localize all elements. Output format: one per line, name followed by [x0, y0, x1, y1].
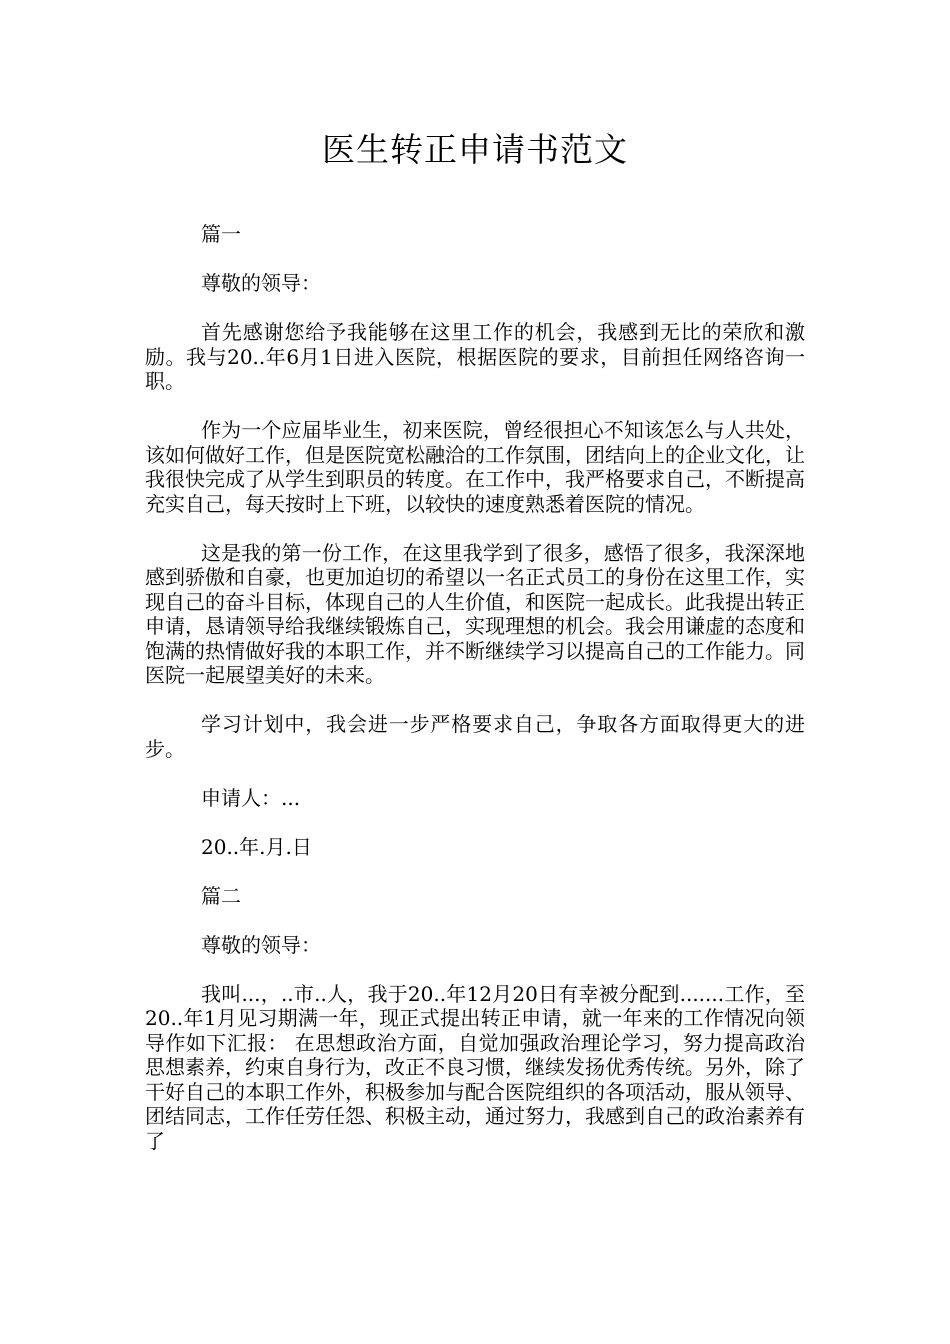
signature-line: 申请人：...	[201, 785, 301, 810]
body-paragraph: 学习计划中，我会进一步严格要求自己，争取各方面取得更大的进步。	[145, 712, 805, 761]
body-paragraph: 作为一个应届毕业生，初来医院，曾经很担心不知该怎么与人共处，该如何做好工作，但是医院宽松融洽的工作氛围，团结向上的企业文化，让我很快完成了从学生到职员的转度。在工作中，我严格要求自己，不断提高充实自己，每天按时上下班，以较快的速度熟悉着医院的情况。	[145, 418, 805, 516]
salutation-1: 尊敬的领导：	[201, 271, 321, 295]
section-heading-1: 篇一	[201, 222, 241, 246]
salutation-2: 尊敬的领导：	[201, 932, 321, 957]
body-paragraph: 首先感谢您给予我能够在这里工作的机会，我感到无比的荣欣和激励。我与20..年6月1日进入医院，根据医院的要求，目前担任网络咨询一职。	[145, 320, 805, 393]
date-line: 20..年.月.日	[201, 834, 312, 859]
document-title: 医生转正申请书范文	[322, 130, 628, 169]
section-heading-2: 篇二	[201, 883, 241, 908]
body-paragraph: 我叫...，..市..人，我于20..年12月20日有幸被分配到.......工作，至20..年1月见习期满一年，现正式提出转正申请，就一年来的工作情况向领导作如下汇报： 在思想政治方面，自觉加强政治理论学习，努力提高政治思想素养，约束自身行为，改正不良习惯，继续发扬优秀传统。另外，除了干好自己的本职工作外，积极参加与配合医院组织的各项活动，服从领导、团结同志，工作任劳任怨、积极主动，通过努力，我感到自己的政治素养有了	[145, 981, 805, 1153]
document-body	[145, 222, 805, 1178]
body-paragraph: 这是我的第一份工作，在这里我学到了很多，感悟了很多，我深深地感到骄傲和自豪，也更加迫切的希望以一名正式员工的身份在这里工作，实现自己的奋斗目标，体现自己的人生价值，和医院一起成长。此我提出转正申请，恳请领导给我继续锻炼自己，实现理想的机会。我会用谦虚的态度和饱满的热情做好我的本职工作，并不断继续学习以提高自己的工作能力。同医院一起展望美好的未来。	[145, 540, 805, 687]
